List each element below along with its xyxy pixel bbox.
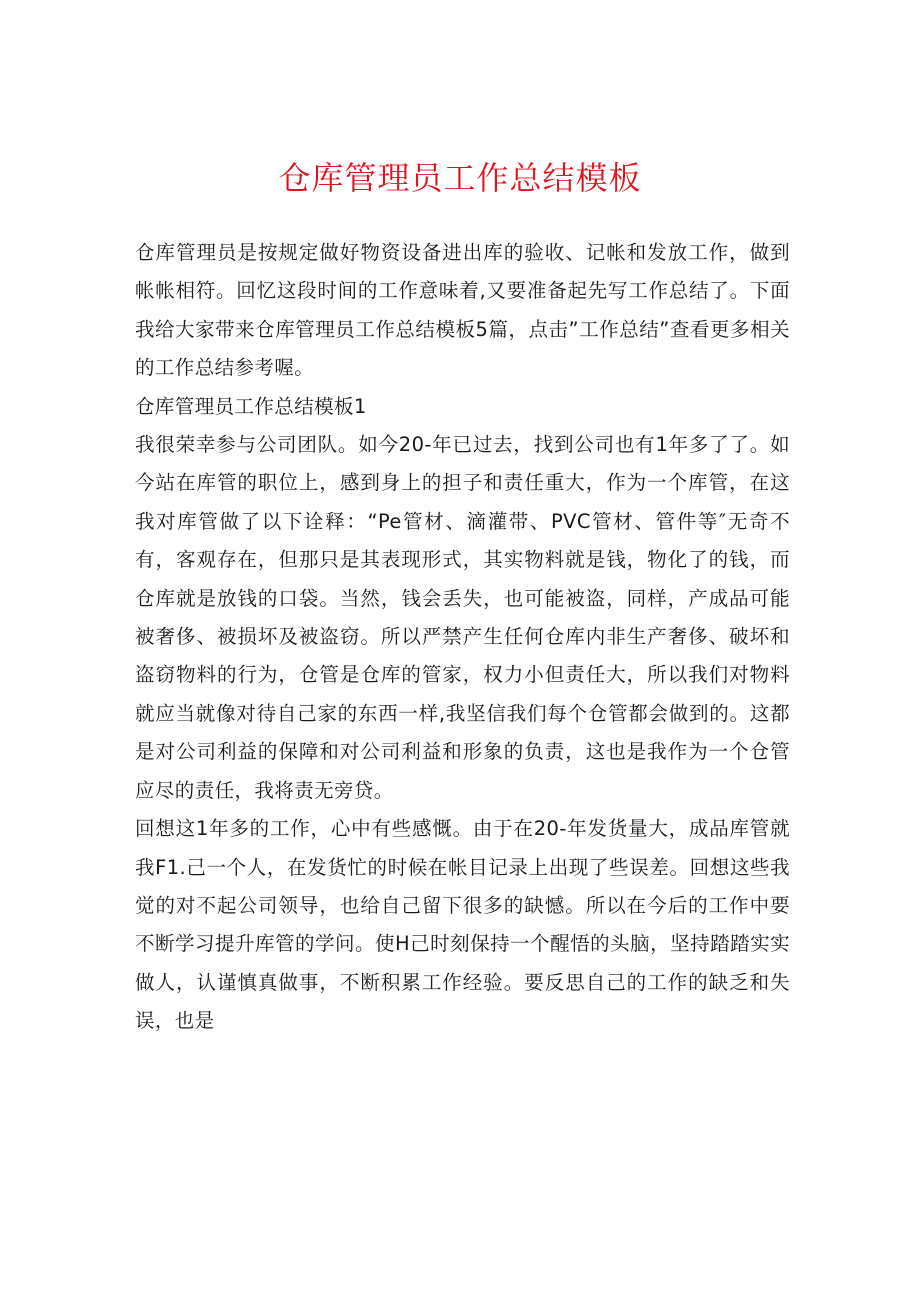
section-heading: 仓库管理员工作总结模板1 bbox=[135, 394, 367, 418]
intro-paragraph: 仓库管理员是按规定做好物资设备进出库的验收、记帐和发放工作，做到帐帐相符。回忆这段时间的工作意味着,又要准备起先写工作总结了。下面我给大家带来仓库管理员工作总结模板5篇，点击”工作总结”查看更多相关的工作总结参考喔。 bbox=[135, 241, 790, 380]
document-title: 仓库管理员工作总结模板 bbox=[278, 159, 642, 197]
body-paragraph-1: 我很荣幸参与公司团队。如今20-年已过去，找到公司也有1年多了了。如今站在库管的职位上，感到身上的担子和责任重大，作为一个库管，在这我对库管做了以下诠释：“Pe管材、滴灌带、PVC管材、管件等″无奇不有，客观存在，但那只是其表现形式，其实物料就是钱，物化了的钱，而仓库就是放钱的口袋。当然，钱会丢失，也可能被盗，同样，产成品可能被奢侈、被损坏及被盗窃。所以严禁产生任何仓库内非生产奢侈、破坏和盗窃物料的行为，仓管是仓库的管家，权力小但责任大，所以我们对物料就应当就像对待自己家的东西一样,我坚信我们每个仓管都会做到的。这都是对公司利益的保障和对公司利益和形象的负责，这也是我作为一个仓管应尽的责任，我将责无旁贷。 bbox=[135, 433, 790, 802]
document-body bbox=[135, 234, 790, 1041]
body-paragraph-2: 回想这1年多的工作，心中有些感慨。由于在20-年发货量大，成品库管就我F1.己一个人，在发货忙的时候在帐目记录上出现了些误差。回想这些我觉的对不起公司领导，也给自己留下很多的缺憾。所以在今后的工作中要不断学习提升库管的学问。使H己时刻保持一个醒悟的头脑，坚持踏踏实实做人，认谨慎真做事，不断积累工作经验。要反思自己的工作的缺乏和失误，也是 bbox=[135, 817, 790, 1033]
